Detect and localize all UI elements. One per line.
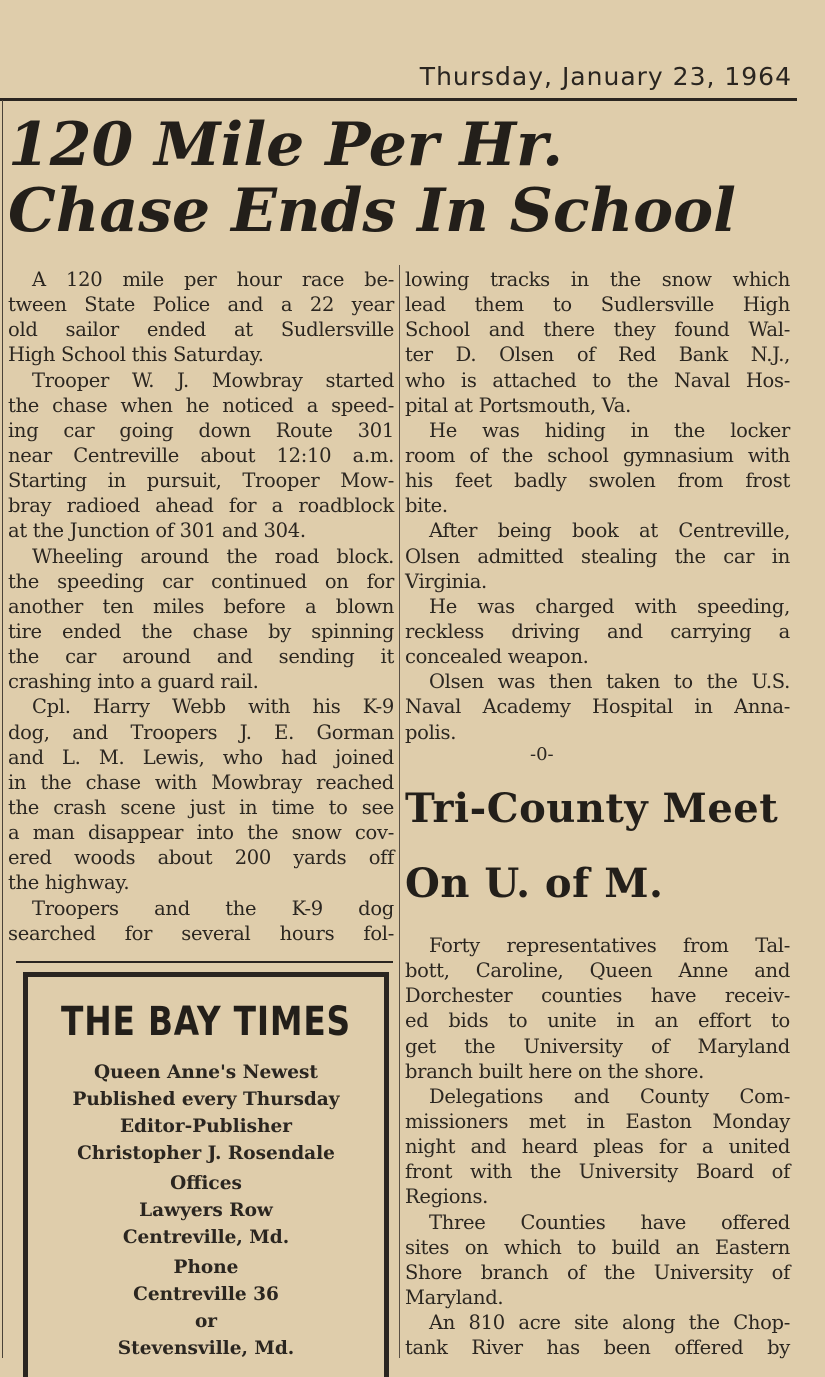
- article-text-line: bite.: [405, 494, 448, 518]
- article-text-line: tank River has been offered by: [405, 1336, 790, 1360]
- article-text-line: branch built here on the shore.: [405, 1059, 705, 1083]
- second-headline-line-2: On U. of M.: [405, 860, 664, 907]
- article-right-column: [405, 267, 790, 745]
- ad-top-rule: [16, 961, 393, 963]
- article-text-line: his feet badly swolen from frost: [405, 469, 790, 493]
- article-text-line: Starting in pursuit, Trooper Mow-: [8, 469, 394, 493]
- article-text-line: ed bids to unite in an effort to: [405, 1009, 790, 1033]
- article-text-line: bray radioed ahead for a roadblock: [8, 494, 394, 518]
- ad-line: Centreville, Md.: [122, 1227, 290, 1248]
- article-text-line: Dorchester counties have receiv-: [405, 984, 790, 1008]
- article-text-line: the highway.: [8, 871, 130, 895]
- headline-line-2: Chase Ends In School: [8, 176, 736, 246]
- article-text-line: Cpl. Harry Webb with his K-9: [32, 695, 394, 719]
- ad-title: THE BAY TIMES: [61, 999, 351, 1045]
- article-text-line: Delegations and County Com-: [429, 1084, 790, 1108]
- article-text-line: Maryland.: [405, 1285, 504, 1309]
- article-text-line: High School this Saturday.: [8, 343, 264, 367]
- issue-date: Thursday, January 23, 1964: [419, 62, 792, 91]
- article-text-line: in the chase with Mowbray reached: [8, 770, 394, 794]
- article-text-line: pital at Portsmouth, Va.: [405, 393, 632, 417]
- article-text-line: polis.: [405, 720, 457, 744]
- article-text-line: lowing tracks in the snow which: [405, 268, 790, 291]
- article-text-line: ered woods about 200 yards off: [8, 846, 394, 870]
- article-text-line: the speeding car continued on for: [8, 569, 394, 593]
- article-text-line: An 810 acre site along the Chop-: [429, 1311, 790, 1335]
- article-text-line: Shore branch of the University of: [405, 1260, 790, 1284]
- main-headline: [8, 112, 736, 244]
- second-headline-line-1: Tri-County Meet: [405, 785, 779, 832]
- ad-line: or: [194, 1311, 218, 1332]
- article-text-line: get the University of Maryland: [405, 1034, 790, 1058]
- article-text-line: Olsen admitted stealing the car in: [405, 544, 790, 568]
- ad-line: Queen Anne's Newest: [94, 1062, 318, 1083]
- article-text-line: searched for several hours fol-: [8, 921, 394, 945]
- article-text-line: dog, and Troopers J. E. Gorman: [8, 720, 394, 744]
- headline-line-1: 120 Mile Per Hr.: [8, 110, 564, 180]
- ad-line: Phone: [173, 1257, 239, 1278]
- article-text-line: crashing into a guard rail.: [8, 670, 259, 694]
- article-text-line: Virginia.: [405, 569, 487, 593]
- masthead-rule: [0, 98, 797, 101]
- article-text-line: the chase when he noticed a speed-: [8, 393, 394, 417]
- article-text-line: Troopers and the K-9 dog: [32, 896, 394, 920]
- article-text-line: and L. M. Lewis, who had joined: [8, 745, 394, 769]
- article-text-line: who is attached to the Naval Hos-: [405, 368, 790, 392]
- article-text-line: another ten miles before a blown: [8, 594, 394, 618]
- article-text-line: Wheeling around the road block.: [32, 544, 394, 568]
- article-text-line: Regions.: [405, 1185, 489, 1209]
- article-text-line: old sailor ended at Sudlersville: [8, 318, 394, 342]
- article-text-line: room of the school gymnasium with: [405, 443, 790, 467]
- article-text-line: front with the University Board of: [405, 1160, 790, 1184]
- article-text-line: missioners met in Easton Monday: [405, 1109, 790, 1133]
- article-text-line: A 120 mile per hour race be-: [32, 268, 394, 291]
- article-text-line: sites on which to build an Eastern: [405, 1235, 790, 1259]
- article-text-line: night and heard pleas for a united: [405, 1135, 790, 1159]
- article-text-line: reckless driving and carrying a: [405, 619, 790, 643]
- article-text-line: Forty representatives from Tal-: [429, 934, 790, 957]
- article-left-column: [8, 267, 394, 946]
- page-edge-rule: [2, 100, 3, 1358]
- article-separator: -0-: [530, 744, 554, 765]
- second-article-body: [405, 933, 790, 1360]
- article-text-line: He was hiding in the locker: [429, 418, 790, 442]
- ad-line: Stevensville, Md.: [117, 1338, 295, 1359]
- article-text-line: concealed weapon.: [405, 645, 589, 669]
- article-text-line: a man disappear into the snow cov-: [8, 821, 394, 845]
- article-text-line: bott, Caroline, Queen Anne and: [405, 959, 790, 983]
- article-text-line: ing car going down Route 301: [8, 418, 394, 442]
- article-text-line: tire ended the chase by spinning: [8, 619, 394, 643]
- article-text-line: He was charged with speeding,: [429, 594, 790, 618]
- article-text-line: ter D. Olsen of Red Bank N.J.,: [405, 343, 790, 367]
- article-text-line: the crash scene just in time to see: [8, 795, 394, 819]
- article-text-line: near Centreville about 12:10 a.m.: [8, 443, 394, 467]
- ad-line: Christopher J. Rosendale: [77, 1143, 335, 1164]
- article-text-line: School and there they found Wal-: [405, 318, 790, 342]
- article-text-line: tween State Police and a 22 year: [8, 293, 394, 317]
- article-text-line: Three Counties have offered: [429, 1210, 790, 1234]
- article-text-line: the car around and sending it: [8, 645, 394, 669]
- ad-lines: [28, 1059, 384, 1362]
- article-text-line: Trooper W. J. Mowbray started: [32, 368, 394, 392]
- ad-line: Published every Thursday: [72, 1089, 340, 1110]
- article-text-line: Olsen was then taken to the U.S.: [429, 670, 790, 694]
- ad-line: Offices: [170, 1173, 242, 1194]
- article-text-line: Naval Academy Hospital in Anna-: [405, 695, 790, 719]
- bay-times-ad-box: [23, 972, 389, 1377]
- ad-line: Centreville 36: [133, 1284, 279, 1305]
- ad-line: Lawyers Row: [139, 1200, 273, 1221]
- ad-line: Editor-Publisher: [119, 1116, 293, 1137]
- article-text-line: at the Junction of 301 and 304.: [8, 519, 306, 543]
- article-text-line: lead them to Sudlersville High: [405, 293, 790, 317]
- column-divider: [399, 265, 400, 1358]
- article-text-line: After being book at Centreville,: [429, 519, 790, 543]
